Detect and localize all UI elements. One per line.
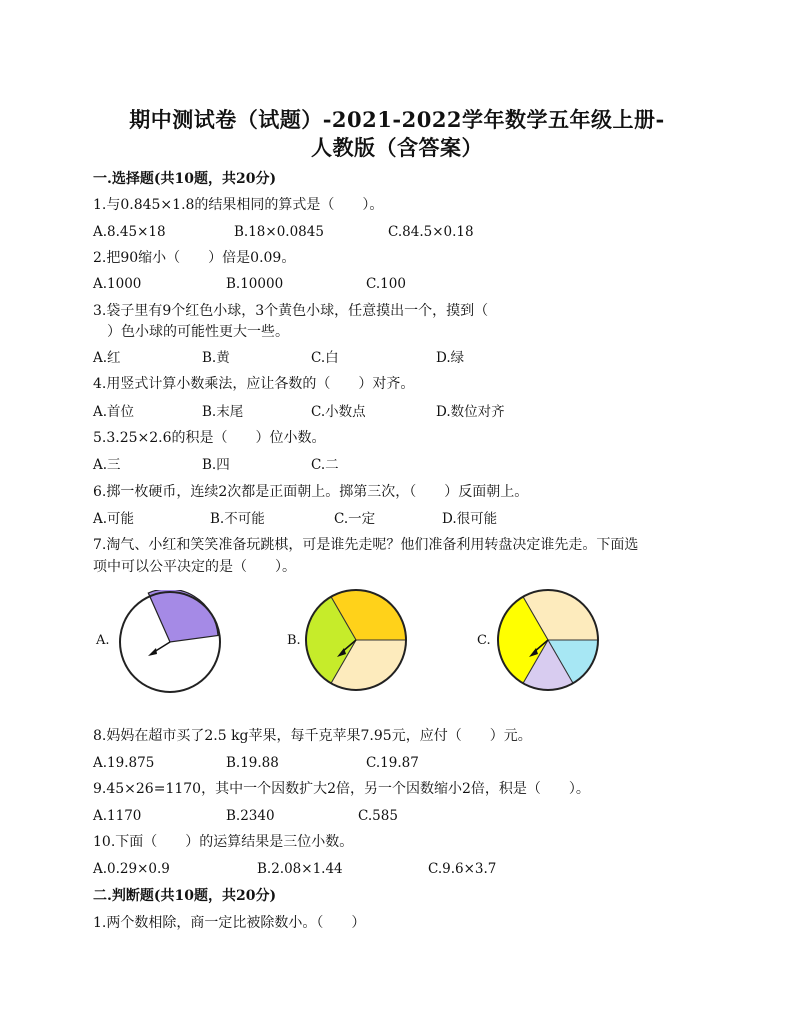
q10-option-c: C.9.6×3.7 — [428, 861, 497, 877]
q7-spinner-c — [496, 588, 600, 692]
q7-option-c-label: C. — [477, 633, 491, 648]
q6-option-d: D.很可能 — [442, 511, 498, 527]
q9-option-b: B.2340 — [226, 808, 275, 824]
q5-option-b: B.四 — [202, 457, 230, 473]
q3-option-c: C.白 — [311, 350, 339, 366]
spinner-a-purple-sector — [148, 590, 218, 642]
q2-option-c: C.100 — [366, 276, 406, 292]
q6-option-b: B.不可能 — [210, 511, 265, 527]
question-9: 9.45×26=1170，其中一个因数扩大2倍，另一个因数缩小2倍，积是（ ）。 — [93, 781, 590, 797]
q2-option-a: A.1000 — [93, 276, 142, 292]
q3-option-a: A.红 — [93, 350, 121, 366]
q1-option-b: B.18×0.0845 — [234, 224, 324, 240]
q7-spinner-a — [118, 590, 222, 694]
q7-option-b-label: B. — [287, 633, 301, 648]
question-3: 3.袋子里有9个红色小球，3个黄色小球，任意摸出一个，摸到（ — [93, 303, 489, 319]
question-2: 2.把90缩小（ ）倍是0.09。 — [93, 250, 296, 266]
question-4: 4.用竖式计算小数乘法，应让各数的（ ）对齐。 — [93, 376, 415, 392]
q6-option-c: C.一定 — [334, 511, 376, 527]
section2-heading: 二.判断题(共10题，共20分) — [93, 888, 277, 904]
section1-heading: 一.选择题(共10题，共20分) — [93, 171, 277, 187]
q9-option-a: A.1170 — [93, 808, 142, 824]
question-5: 5.3.25×2.6的积是（ ）位小数。 — [93, 430, 326, 446]
question-7-cont: 项中可以公平决定的是（ ）。 — [93, 559, 296, 575]
q7-option-a-label: A. — [96, 633, 110, 648]
q8-option-b: B.19.88 — [226, 755, 279, 771]
q1-option-c: C.84.5×0.18 — [388, 224, 474, 240]
question-7: 7.淘气、小红和笑笑准备玩跳棋，可是谁先走呢？他们准备利用转盘决定谁先走。下面选 — [93, 537, 639, 553]
q3-option-d: D.绿 — [436, 350, 465, 366]
q8-option-c: C.19.87 — [366, 755, 419, 771]
question-10: 10.下面（ ）的运算结果是三位小数。 — [93, 834, 354, 850]
document-title-line1: 期中测试卷（试题）-2021-2022学年数学五年级上册- — [129, 107, 665, 132]
q9-option-c: C.585 — [358, 808, 398, 824]
q4-option-a: A.首位 — [93, 404, 135, 420]
question-8: 8.妈妈在超市买了2.5 kg苹果，每千克苹果7.95元，应付（ ）元。 — [93, 728, 532, 744]
q5-option-c: C.二 — [311, 457, 339, 473]
judgment-question-1: 1.两个数相除，商一定比被除数小。（ ） — [93, 915, 366, 931]
question-6: 6.掷一枚硬币，连续2次都是正面朝上。掷第三次，（ ）反面朝上。 — [93, 484, 529, 500]
question-3-cont: ）色小球的可能性更大一些。 — [93, 324, 289, 340]
q6-option-a: A.可能 — [93, 511, 135, 527]
q7-spinner-b — [304, 588, 408, 692]
q3-option-b: B.黄 — [202, 350, 230, 366]
question-1: 1.与0.845×1.8的结果相同的算式是（ ）。 — [93, 197, 384, 213]
q4-option-b: B.末尾 — [202, 404, 244, 420]
document-title-line2: 人教版（含答案） — [311, 135, 483, 160]
q1-option-a: A.8.45×18 — [93, 224, 166, 240]
q4-option-c: C.小数点 — [311, 404, 366, 420]
q5-option-a: A.三 — [93, 457, 121, 473]
q8-option-a: A.19.875 — [93, 755, 155, 771]
q10-option-b: B.2.08×1.44 — [257, 861, 343, 877]
q10-option-a: A.0.29×0.9 — [93, 861, 170, 877]
q4-option-d: D.数位对齐 — [436, 404, 505, 420]
q2-option-b: B.10000 — [226, 276, 284, 292]
